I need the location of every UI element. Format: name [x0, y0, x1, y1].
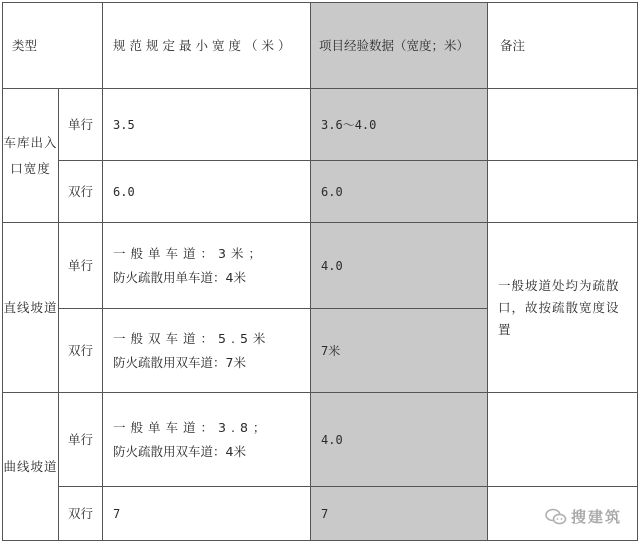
spec-line-2: 防火疏散用双车道：7米: [113, 354, 246, 370]
table-row: [3, 487, 638, 541]
project-value: 4.0: [311, 393, 488, 487]
spec-line-1: 一般单车道：3米；: [113, 245, 266, 261]
header-row: [3, 3, 638, 89]
header-note: 备注: [488, 3, 638, 89]
spec-line-1: 一般单车道：3.8；: [113, 419, 271, 435]
table-row: [3, 161, 638, 223]
project-value: 7: [311, 487, 488, 541]
project-value: 3.6～4.0: [311, 89, 488, 161]
table-row: [3, 89, 638, 161]
watermark-text: 搜建筑: [570, 508, 622, 526]
category-curved: 曲线坡道: [3, 393, 59, 541]
spec-value: 6.0: [103, 161, 311, 223]
spec-line-2: 防火疏散用双车道：4米: [113, 443, 246, 459]
header-project: 项目经验数据（宽度；米）: [311, 3, 488, 89]
direction-double: 双行: [59, 161, 103, 223]
chat-bubble-icon: [545, 508, 567, 526]
spec-value: [103, 223, 311, 309]
spec-value: 7: [103, 487, 311, 541]
width-spec-table: [2, 2, 638, 541]
spec-value: [103, 309, 311, 393]
direction-single: 单行: [59, 223, 103, 309]
watermark: [545, 506, 622, 527]
spec-line-1: 一般双车道：5.5米: [113, 330, 271, 346]
table-row: [3, 393, 638, 487]
direction-single: 单行: [59, 89, 103, 161]
direction-double: 双行: [59, 309, 103, 393]
project-value: 7米: [311, 309, 488, 393]
header-type: 类型: [3, 3, 103, 89]
category-straight: 直线坡道: [3, 223, 59, 393]
category-entrance: 车库出入口宽度: [3, 89, 59, 223]
note-cell: [488, 89, 638, 161]
spec-value: 3.5: [103, 89, 311, 161]
project-value: 4.0: [311, 223, 488, 309]
project-value: 6.0: [311, 161, 488, 223]
table-row: [3, 223, 638, 309]
spec-line-2: 防火疏散用单车道：4米: [113, 269, 246, 285]
note-cell: 一般坡道处均为疏散口，故按疏散宽度设置: [488, 223, 638, 393]
direction-single: 单行: [59, 393, 103, 487]
note-cell: [488, 161, 638, 223]
spec-value: [103, 393, 311, 487]
note-cell: [488, 393, 638, 487]
direction-double: 双行: [59, 487, 103, 541]
header-spec: 规范规定最小宽度（米）: [103, 3, 311, 89]
